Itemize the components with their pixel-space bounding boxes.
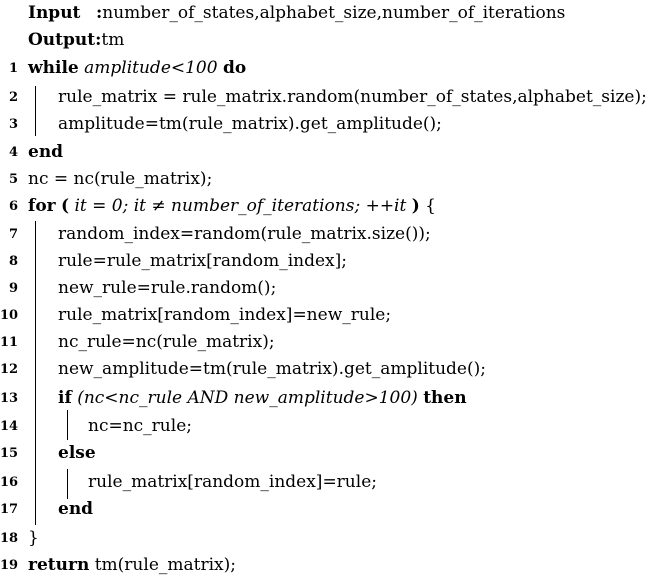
code-fragment: } (28, 528, 39, 548)
code-text (28, 525, 39, 552)
code-text (28, 139, 63, 166)
condition-expression: amplitude<100 (84, 58, 218, 78)
code-fragment: rule=rule_matrix[random_index]; (58, 251, 347, 271)
input-value: number_of_states,alphabet_size,number_of_iterations (102, 3, 566, 23)
line-number: 7 (8, 227, 18, 242)
keyword: ( (61, 196, 70, 216)
output-label: Output (28, 30, 96, 50)
code-fragment: nc=nc_rule; (88, 416, 192, 436)
code-text (58, 84, 647, 111)
keyword: else (58, 443, 96, 463)
line-number: 8 (8, 254, 18, 269)
code-fragment: rule_matrix[random_index]=rule; (88, 472, 377, 492)
input-separator: : (96, 3, 103, 23)
line-number: 17 (0, 502, 19, 517)
if-block-rule (67, 410, 68, 440)
code-text (58, 329, 275, 356)
line-number: 13 (0, 391, 19, 406)
line-number: 15 (0, 446, 19, 461)
code-text (28, 193, 436, 220)
code-text (58, 221, 431, 248)
output-value: tm (101, 30, 125, 50)
keyword: ) (411, 196, 420, 216)
line-number: 10 (0, 308, 19, 323)
line-number: 1 (8, 61, 18, 76)
output-row (28, 27, 124, 54)
code-text (28, 552, 236, 579)
code-fragment: new_rule=rule.random(); (58, 278, 277, 298)
output-separator: : (95, 30, 102, 50)
code-fragment: nc = nc(rule_matrix); (28, 169, 213, 189)
line-number: 5 (8, 172, 18, 187)
keyword: do (222, 58, 247, 78)
code-text (58, 385, 467, 412)
code-text (58, 440, 96, 467)
line-number: 4 (8, 145, 18, 160)
keyword: while (28, 58, 79, 78)
keyword: end (28, 142, 64, 162)
line-number: 11 (0, 335, 19, 350)
code-fragment: nc_rule=nc(rule_matrix); (58, 332, 275, 352)
code-fragment: rule_matrix[random_index]=new_rule; (58, 305, 392, 325)
line-number: 9 (8, 281, 18, 296)
code-text (58, 111, 442, 138)
line-number: 18 (0, 531, 19, 546)
line-number: 2 (8, 90, 18, 105)
while-block-rule (35, 86, 36, 136)
condition-expression: (nc<nc_rule AND new_amplitude>100) (77, 388, 418, 408)
line-number: 19 (0, 558, 19, 573)
condition-expression: it = 0; it ≠ number_of_iterations; ++it (74, 196, 407, 216)
line-number: 14 (0, 419, 19, 434)
keyword: then (423, 388, 467, 408)
code-text (58, 275, 276, 302)
code-text (58, 248, 347, 275)
keyword: end (58, 499, 94, 519)
code-fragment: tm(rule_matrix); (89, 555, 236, 575)
code-text (58, 496, 93, 523)
keyword: for (28, 196, 56, 216)
code-fragment: amplitude=tm(rule_matrix).get_amplitude(); (58, 114, 442, 134)
code-fragment: rule_matrix = rule_matrix.random(number_of_states,alphabet_size); (58, 87, 647, 107)
line-number: 16 (0, 475, 19, 490)
keyword: return (28, 555, 90, 575)
else-block-rule (67, 469, 68, 499)
line-number: 12 (0, 362, 19, 377)
code-text (28, 55, 246, 82)
for-block-rule (35, 221, 36, 525)
code-text (58, 356, 486, 383)
code-text (28, 166, 212, 193)
input-row (28, 0, 565, 27)
code-text (58, 302, 391, 329)
input-label: Input (28, 3, 81, 23)
code-fragment: new_amplitude=tm(rule_matrix).get_amplitude(); (58, 359, 486, 379)
line-number: 6 (8, 199, 18, 214)
code-fragment: { (419, 196, 437, 216)
keyword: if (58, 388, 72, 408)
code-fragment: random_index=random(rule_matrix.size()); (58, 224, 431, 244)
code-text (88, 469, 377, 496)
code-text (88, 413, 192, 440)
line-number: 3 (8, 117, 18, 132)
